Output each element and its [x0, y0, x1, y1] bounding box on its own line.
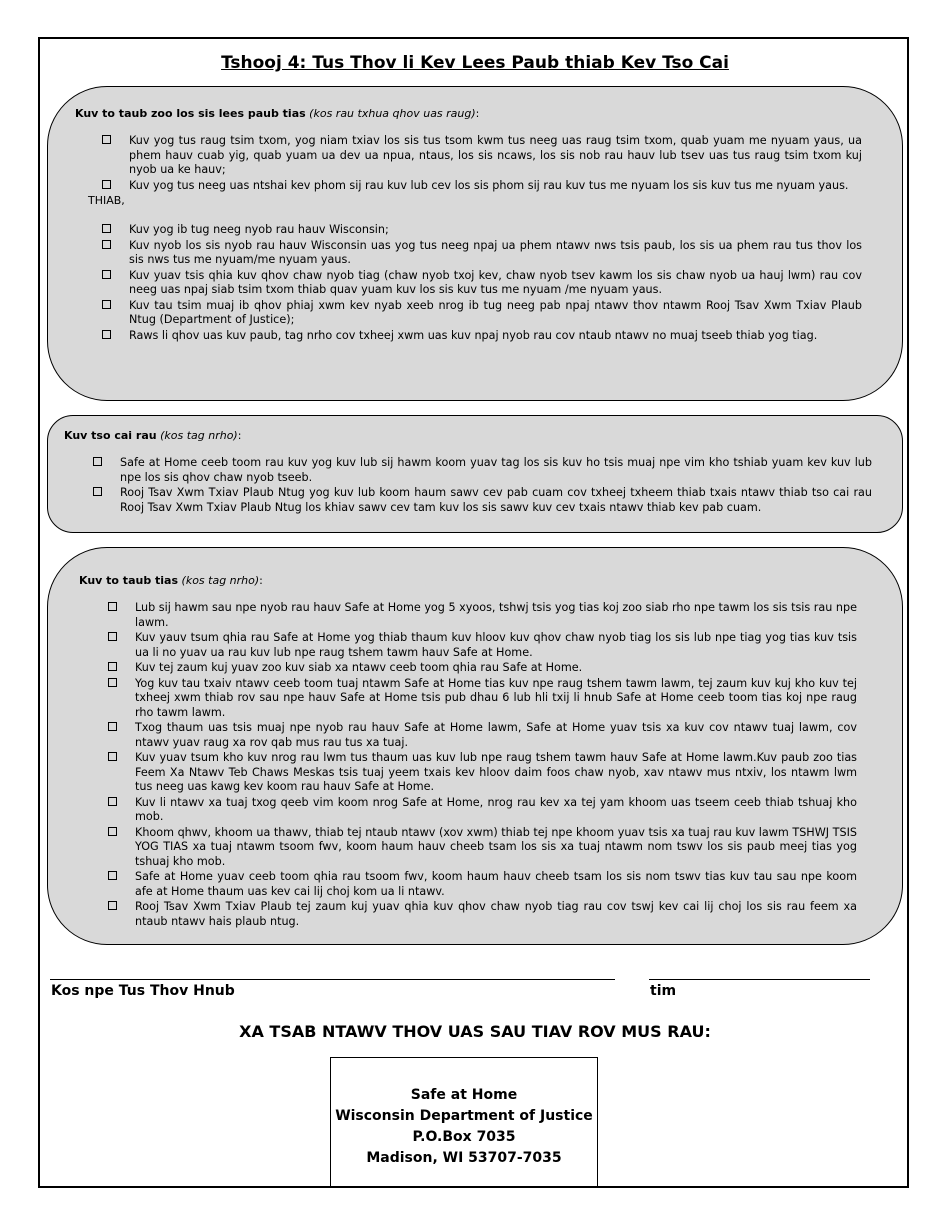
checkbox[interactable]	[108, 901, 117, 910]
understanding-heading: Kuv to taub tias (kos tag nrho):	[79, 574, 263, 587]
checkbox[interactable]	[102, 300, 111, 309]
list-item: Kuv yuav tsis qhia kuv qhov chaw nyob tiag (chaw nyob txoj kev, chaw nyob tsev kawm los sis chaw nyob ua hauj lwm) rau cov neeg uas npaj siab tsim txom thiab quav yuam kuv los sis kuv tus me nyuam /me nyuam yaus.	[102, 269, 862, 298]
list-item: Raws li qhov uas kuv paub, tag nrho cov txheej xwm uas kuv npaj nyob rau cov ntaub ntawv no muaj tseeb thiab yog tiag.	[102, 329, 862, 344]
authorization-heading: Kuv tso cai rau (kos tag nrho):	[64, 429, 242, 442]
list-item: Txog thaum uas tsis muaj npe nyob rau hauv Safe at Home lawm, Safe at Home yuav tsis xa kuv cov ntawv tuaj lawm, cov ntawv yuav raug xa rov qab mus rau tus xa tuaj.	[108, 721, 857, 750]
list-item: Kuv nyob los sis nyob rau hauv Wisconsin uas yog tus neeg npaj ua phem ntawv nws tsis paub, los sis ua phem rau tus thov los sis nws tus me nyuam/me nyuam yaus.	[102, 239, 862, 268]
list-item: Kuv tej zaum kuj yuav zoo kuv siab xa ntawv ceeb toom qhia rau Safe at Home.	[108, 661, 857, 676]
acknowledgement-section	[47, 86, 903, 401]
list-item: Safe at Home ceeb toom rau kuv yog kuv lub sij hawm koom yuav tag los sis kuv ho tsis muaj npe vim kho tshiab yuam kev kuv lub npe los sis qhov chaw nyob tseeb.	[93, 456, 872, 485]
checkbox[interactable]	[108, 632, 117, 641]
checkbox[interactable]	[93, 457, 102, 466]
conjunction-label: THIAB,	[88, 194, 125, 207]
page-title: Tshooj 4: Tus Thov li Kev Lees Paub thiab Kev Tso Cai	[221, 53, 729, 73]
checkbox[interactable]	[102, 135, 111, 144]
checkbox[interactable]	[93, 487, 102, 496]
authorization-section	[47, 415, 903, 533]
checkbox[interactable]	[102, 330, 111, 339]
signature-label: Kos npe Tus Thov Hnub	[51, 983, 235, 999]
list-item: Yog kuv tau txaiv ntawv ceeb toom tuaj ntawm Safe at Home tias kuv npe raug tshem tawm lawm, tej zaum kuv kuj kho kuv tej txheej xwm thiab rov sau npe hauv Safe at Home tsis pub dhau 6 lub hli txij li hnub Safe at Home ceeb toom tias koj npe raug rho tawm lawm.	[108, 677, 857, 721]
understanding-section	[47, 547, 903, 945]
checkbox[interactable]	[108, 678, 117, 687]
date-line[interactable]	[649, 979, 870, 980]
list-item: Kuv yog ib tug neeg nyob rau hauv Wisconsin;	[102, 223, 862, 238]
list-item: Lub sij hawm sau npe nyob rau hauv Safe at Home yog 5 xyoos, tshwj tsis yog tias koj zoo siab rho npe tawm los sis tsis rau npe lawm.	[108, 601, 857, 630]
list-item: Kuv yog tus neeg uas ntshai kev phom sij rau kuv lub cev los sis phom sij rau kuv tus me nyuam los sis kuv tus me nyuam yaus.	[102, 179, 862, 194]
address-line-3: P.O.Box 7035	[412, 1129, 516, 1145]
address-line-4: Madison, WI 53707-7035	[366, 1150, 562, 1166]
mailing-address-box	[330, 1057, 598, 1187]
checkbox[interactable]	[108, 602, 117, 611]
list-item: Kuv yuav tsum kho kuv nrog rau lwm tus thaum uas kuv lub npe raug tshem tawm hauv Safe at Home lawm.Kuv paub zoo tias Feem Xa Ntawv Teb Chaws Meskas tsis tuaj yeem txais kev hloov daim foos chaw nyob, xav ntawv mus ntxiv, los ntawm lwm tus neeg uas kawg kev koom rau hauv Safe at Home.	[108, 751, 857, 795]
checkbox[interactable]	[102, 240, 111, 249]
list-item: Kuv li ntawv xa tuaj txog qeeb vim koom nrog Safe at Home, nrog rau kev xa tej yam khoom uas tseem ceeb thiab tshuaj kho mob.	[108, 796, 857, 825]
checkbox[interactable]	[102, 270, 111, 279]
date-label: tim	[650, 983, 677, 999]
acknowledgement-heading: Kuv to taub zoo los sis lees paub tias (kos rau txhua qhov uas raug):	[75, 107, 480, 120]
checkbox[interactable]	[108, 827, 117, 836]
checkbox[interactable]	[102, 180, 111, 189]
list-item: Kuv yauv tsum qhia rau Safe at Home yog thiab thaum kuv hloov kuv qhov chaw nyob tiag los sis lub npe tiag yog tias kuv tsis ua li no yuav ua rau kuv lub npe raug tshem tawm hauv Safe at Home.	[108, 631, 857, 660]
checkbox[interactable]	[108, 797, 117, 806]
checkbox[interactable]	[108, 871, 117, 880]
list-item: Safe at Home yuav ceeb toom qhia rau tsoom fwv, koom haum hauv cheeb tsam los sis nom tswv tias kuv tau sau npe koom afe at Home thaum uas kev cai lij choj kom ua li ntawv.	[108, 870, 857, 899]
acknowledgement-list-b	[102, 223, 862, 343]
address-line-2: Wisconsin Department of Justice	[335, 1108, 593, 1124]
list-item: Kuv yog tus raug tsim txom, yog niam txiav los sis tus tsom kwm tus neeg uas raug tsim txom, quab yuam me nyuam yaus, ua phem hauv cuab yig, quab yuam ua dev ua npua, ntaus, los sis ncaws, los sis nob rau hauv lub tsev uas tus raug tsim txom kuj nyob ua ke hauv;	[102, 134, 862, 178]
understanding-list	[108, 601, 857, 929]
acknowledgement-list-a	[102, 134, 862, 193]
list-item: Kuv tau tsim muaj ib qhov phiaj xwm kev nyab xeeb nrog ib tug neeg pab npaj ntawv thov ntawm Rooj Tsav Xwm Txiav Plaub Ntug (Department of Justice);	[102, 299, 862, 328]
list-item: Khoom qhwv, khoom ua thawv, thiab tej ntaub ntawv (xov xwm) thiab tej npe khoom yuav tsis xa tuaj rau kuv lawm TSHWJ TSIS YOG TIAS xa tuaj ntawm tsoom fwv, koom haum hauv cheeb tsam los sis xa tuaj ntawm nom tswv los sis paub meej tias yog tshuaj kho mob.	[108, 826, 857, 870]
checkbox[interactable]	[102, 224, 111, 233]
authorization-list	[93, 456, 872, 515]
checkbox[interactable]	[108, 662, 117, 671]
list-item: Rooj Tsav Xwm Txiav Plaub Ntug yog kuv lub koom haum sawv cev pab cuam cov txheej txheem thiab txais ntawv thiab tso cai rau Rooj Tsav Xwm Txiav Plaub Ntug los khiav sawv cev tam kuv los sis sawv kuv cev txais ntawv thiab kev pab cuam.	[93, 486, 872, 515]
signature-line[interactable]	[50, 979, 615, 980]
list-item: Rooj Tsav Xwm Txiav Plaub tej zaum kuj yuav qhia kuv qhov chaw nyob tiag rau cov tswj kev cai lij choj los sis rau feem xa ntaub ntawv hais plaub ntug.	[108, 900, 857, 929]
address-line-1: Safe at Home	[410, 1087, 518, 1103]
mail-instructions-heading: XA TSAB NTAWV THOV UAS SAU TIAV ROV MUS RAU:	[239, 1022, 711, 1041]
checkbox[interactable]	[108, 752, 117, 761]
checkbox[interactable]	[108, 722, 117, 731]
